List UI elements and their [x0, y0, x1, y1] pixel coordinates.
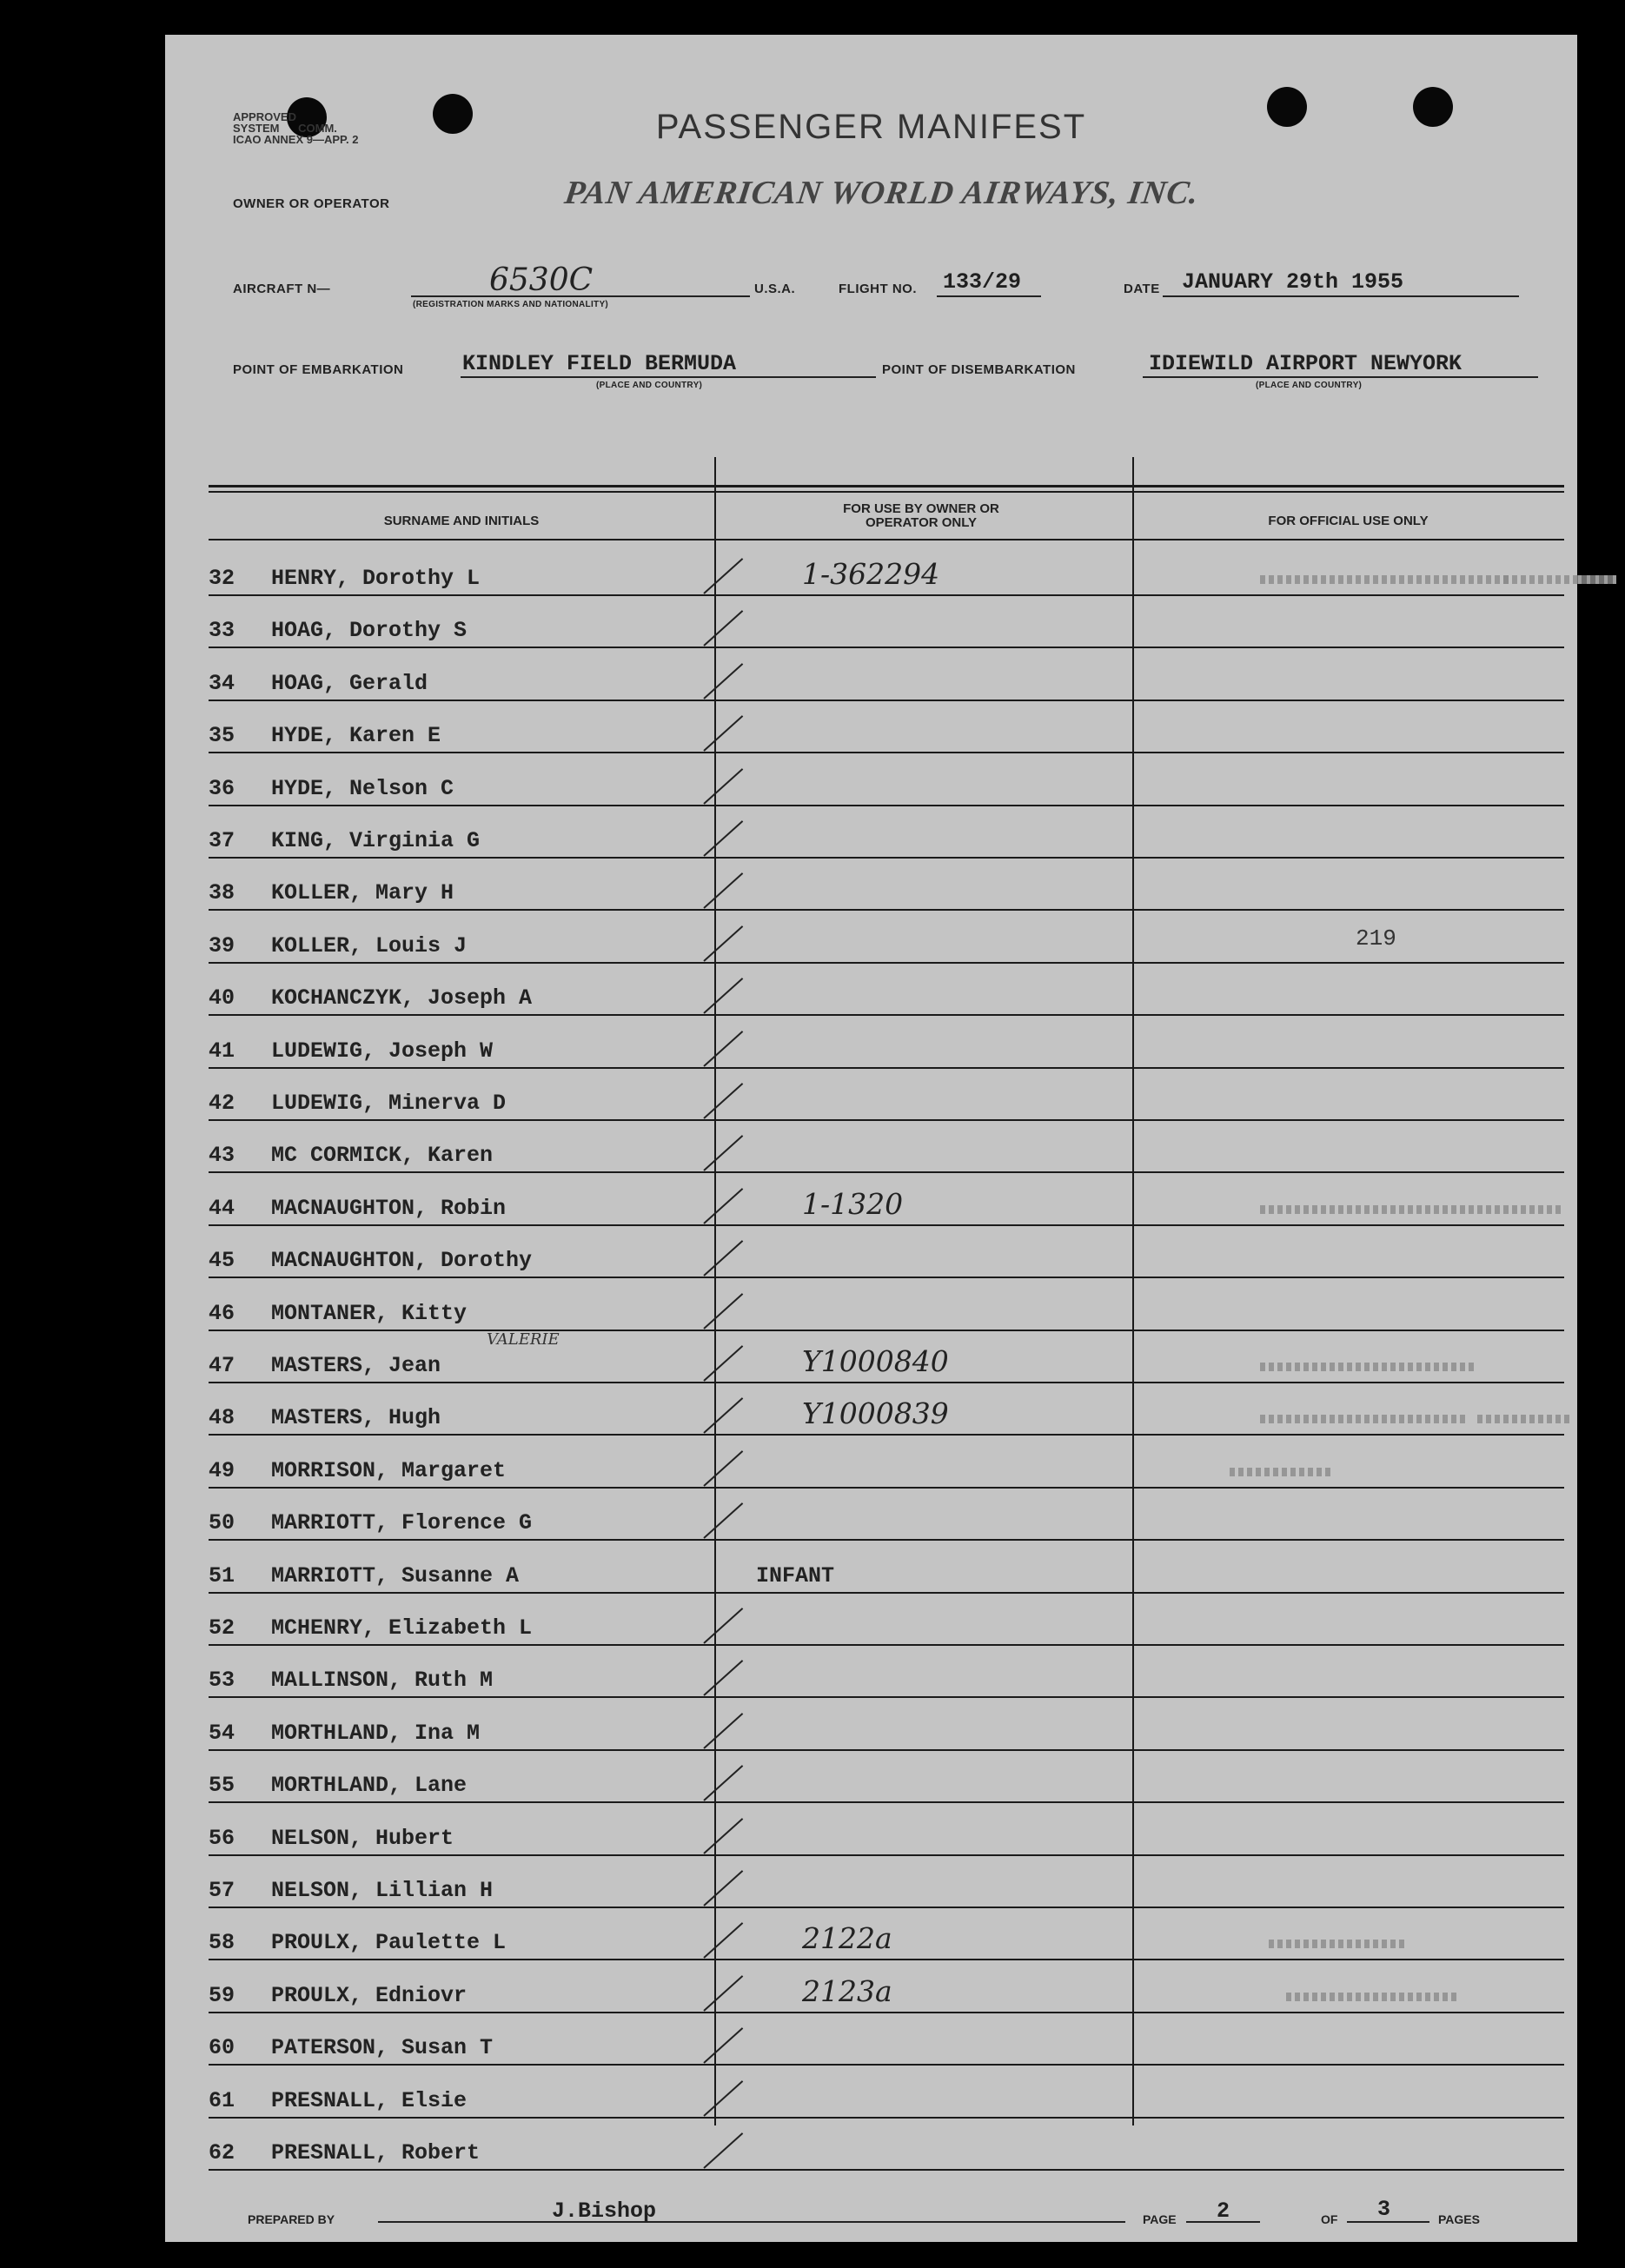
- row-number: 47: [209, 1353, 235, 1378]
- passenger-name: MASTERS, Jean: [271, 1353, 441, 1378]
- passenger-table: [209, 450, 1564, 2175]
- passenger-name: MASTERS, Hugh: [271, 1405, 441, 1431]
- passenger-name: PRESNALL, Robert: [271, 2140, 481, 2165]
- row-number: 43: [209, 1143, 235, 1169]
- row-number: 41: [209, 1038, 235, 1064]
- page-label: PAGE: [1143, 2212, 1177, 2226]
- check-mark: [703, 1870, 743, 1907]
- table-row: [209, 1646, 1564, 1698]
- check-mark: [703, 1608, 743, 1644]
- check-mark: [703, 1135, 743, 1171]
- owner-entry: Y1000840: [802, 1344, 949, 1378]
- redaction-smudge: [1230, 1468, 1334, 1476]
- passenger-name: PRESNALL, Elsie: [271, 2087, 468, 2113]
- redaction-smudge: [1260, 575, 1512, 584]
- total-pages: 3: [1377, 2197, 1391, 2222]
- check-mark: [703, 925, 743, 962]
- manifest-sheet: [165, 35, 1577, 2242]
- table-row: [209, 1226, 1564, 1278]
- check-mark: [703, 1293, 743, 1330]
- table-row: [209, 1856, 1564, 1908]
- row-number: 38: [209, 880, 235, 906]
- table-row: [209, 754, 1564, 806]
- table-row: [209, 859, 1564, 911]
- check-mark: [703, 1818, 743, 1854]
- row-number: 60: [209, 2035, 235, 2061]
- check-mark: [703, 1502, 743, 1539]
- check-mark: [703, 610, 743, 647]
- check-mark: [703, 1240, 743, 1277]
- passenger-name: NELSON, Hubert: [271, 1825, 454, 1851]
- row-number: 49: [209, 1457, 235, 1483]
- check-mark: [703, 1975, 743, 2012]
- prepared-by: J.Bishop: [552, 2198, 657, 2224]
- owner-entry: 2123a: [802, 1973, 892, 2008]
- passenger-name: KOLLER, Louis J: [271, 932, 468, 958]
- owner-label: OWNER OR OPERATOR: [233, 196, 390, 211]
- row-number: 39: [209, 932, 235, 958]
- registration-note: (REGISTRATION MARKS AND NATIONALITY): [413, 300, 609, 309]
- row-number: 32: [209, 566, 235, 591]
- passenger-name: MORRISON, Margaret: [271, 1457, 507, 1483]
- check-mark: [703, 768, 743, 805]
- row-number: 35: [209, 723, 235, 749]
- passenger-name: MONTANER, Kitty: [271, 1300, 468, 1326]
- passenger-name: LUDEWIG, Joseph W: [271, 1038, 494, 1064]
- passenger-name: HYDE, Nelson C: [271, 775, 454, 801]
- official-entry: 219: [1356, 925, 1396, 952]
- redaction-smudge: [1260, 1205, 1564, 1214]
- check-mark: [703, 820, 743, 857]
- row-number: 44: [209, 1195, 235, 1221]
- flight-label: FLIGHT NO.: [839, 282, 917, 296]
- table-row: [209, 1908, 1564, 1960]
- table-row: [209, 596, 1564, 648]
- passenger-name: PROULX, Edniovr: [271, 1982, 468, 2008]
- check-mark: [703, 1922, 743, 1959]
- row-number: 37: [209, 828, 235, 853]
- redaction-smudge: [1286, 1993, 1460, 2001]
- row-number: 50: [209, 1510, 235, 1536]
- row-number: 54: [209, 1720, 235, 1746]
- prepared-label: PREPARED BY: [248, 2212, 335, 2226]
- approval-line: APPROVED: [233, 110, 296, 123]
- check-mark: [703, 2132, 743, 2169]
- table-row: [209, 1436, 1564, 1489]
- row-rule: [209, 2169, 1564, 2171]
- passenger-name: KOCHANCZYK, Joseph A: [271, 985, 533, 1011]
- check-mark: [703, 1083, 743, 1119]
- of-label: OF: [1321, 2212, 1338, 2226]
- approval-line: SYSTEM: [233, 122, 280, 135]
- row-number: 62: [209, 2140, 235, 2165]
- passenger-name: MACNAUGHTON, Robin: [271, 1195, 507, 1221]
- row-number: 34: [209, 670, 235, 696]
- table-row: [209, 2066, 1564, 2119]
- table-row: [209, 544, 1564, 596]
- flight-date: JANUARY 29th 1955: [1182, 269, 1404, 295]
- table-row: [209, 1699, 1564, 1751]
- row-number: 45: [209, 1248, 235, 1274]
- embark-point: KINDLEY FIELD BERMUDA: [462, 351, 737, 376]
- table-row: [209, 1383, 1564, 1436]
- passenger-name: KOLLER, Mary H: [271, 880, 454, 906]
- check-mark: [703, 978, 743, 1014]
- approval-line: ICAO ANNEX 9—APP. 2: [233, 133, 359, 146]
- table-row: [209, 701, 1564, 753]
- table-row: [209, 2119, 1564, 2171]
- row-number: 36: [209, 775, 235, 801]
- check-mark: [703, 1450, 743, 1487]
- check-mark: [703, 1660, 743, 1696]
- flight-number: 133/29: [943, 269, 1022, 295]
- col-header-name: SURNAME AND INITIALS: [383, 514, 540, 528]
- passenger-name: MORTHLAND, Lane: [271, 1773, 468, 1799]
- table-row: [209, 1804, 1564, 1856]
- col-header-owner: FOR USE BY OWNER OR OPERATOR ONLY: [843, 501, 999, 530]
- passenger-name: LUDEWIG, Minerva D: [271, 1091, 507, 1116]
- row-number: 59: [209, 1982, 235, 2008]
- redaction-smudge: [1260, 1363, 1477, 1371]
- row-number: 53: [209, 1668, 235, 1694]
- redaction-smudge: [1503, 575, 1616, 584]
- table-row: [209, 1331, 1564, 1383]
- row-number: 61: [209, 2087, 235, 2113]
- check-mark: [703, 1345, 743, 1382]
- table-row: [209, 2013, 1564, 2066]
- operator-name: PAN AMERICAN WORLD AIRWAYS, INC.: [562, 175, 1202, 211]
- pages-label: PAGES: [1438, 2212, 1480, 2226]
- passenger-name: MORTHLAND, Ina M: [271, 1720, 481, 1746]
- disembark-point: IDIEWILD AIRPORT NEWYORK: [1149, 351, 1462, 376]
- row-number: 46: [209, 1300, 235, 1326]
- owner-entry: INFANT: [756, 1562, 835, 1588]
- owner-entry: Y1000839: [802, 1396, 949, 1431]
- row-number: 42: [209, 1091, 235, 1116]
- passenger-name: MC CORMICK, Karen: [271, 1143, 494, 1169]
- table-row: [209, 912, 1564, 964]
- page-number: 2: [1217, 2198, 1230, 2224]
- aircraft-label: AIRCRAFT N—: [233, 282, 331, 296]
- redaction-smudge: [1477, 1415, 1573, 1423]
- passenger-name: HYDE, Karen E: [271, 723, 441, 749]
- passenger-name: MARRIOTT, Susanne A: [271, 1562, 520, 1588]
- disembark-label: POINT OF DISEMBARKATION: [882, 362, 1076, 377]
- check-mark: [703, 872, 743, 909]
- table-row: [209, 1279, 1564, 1331]
- passenger-name: PATERSON, Susan T: [271, 2035, 494, 2061]
- row-number: 40: [209, 985, 235, 1011]
- row-number: 48: [209, 1405, 235, 1431]
- row-number: 55: [209, 1773, 235, 1799]
- table-row: [209, 1017, 1564, 1069]
- redaction-smudge: [1260, 1415, 1469, 1423]
- check-mark: [703, 2027, 743, 2064]
- table-row: [209, 1961, 1564, 2013]
- passenger-name: KING, Virginia G: [271, 828, 481, 853]
- passenger-name: MALLINSON, Ruth M: [271, 1668, 494, 1694]
- table-row: [209, 806, 1564, 859]
- table-row: [209, 1174, 1564, 1226]
- row-number: 57: [209, 1878, 235, 1903]
- passenger-name: NELSON, Lillian H: [271, 1878, 494, 1903]
- table-row: [209, 1751, 1564, 1803]
- check-mark: [703, 1188, 743, 1224]
- name-annotation: VALERIE: [487, 1330, 560, 1349]
- aircraft-number: 6530C: [489, 262, 594, 298]
- table-row: [209, 1594, 1564, 1646]
- owner-entry: 2122a: [802, 1921, 892, 1956]
- table-row: [209, 1542, 1564, 1594]
- passenger-name: HOAG, Dorothy S: [271, 618, 468, 644]
- row-number: 51: [209, 1562, 235, 1588]
- table-row: [209, 1489, 1564, 1541]
- form-title: PASSENGER MANIFEST: [655, 108, 1087, 146]
- check-mark: [703, 1397, 743, 1434]
- embark-label: POINT OF EMBARKATION: [233, 362, 404, 377]
- row-number: 33: [209, 618, 235, 644]
- passenger-name: PROULX, Paulette L: [271, 1930, 507, 1956]
- passenger-name: MARRIOTT, Florence G: [271, 1510, 533, 1536]
- row-number: 52: [209, 1615, 235, 1641]
- place-note: (PLACE AND COUNTRY): [1256, 381, 1363, 390]
- table-row: [209, 964, 1564, 1016]
- passenger-name: HENRY, Dorothy L: [271, 566, 481, 591]
- date-label: DATE: [1124, 282, 1160, 296]
- row-number: 58: [209, 1930, 235, 1956]
- check-mark: [703, 1031, 743, 1067]
- col-header-official: FOR OFFICIAL USE ONLY: [1268, 514, 1429, 528]
- table-row: [209, 1121, 1564, 1173]
- passenger-name: HOAG, Gerald: [271, 670, 428, 696]
- place-note: (PLACE AND COUNTRY): [596, 381, 703, 390]
- check-mark: [703, 663, 743, 700]
- owner-entry: 1-1320: [802, 1186, 904, 1221]
- row-number: 56: [209, 1825, 235, 1851]
- passenger-name: MCHENRY, Elizabeth L: [271, 1615, 533, 1641]
- check-mark: [703, 1765, 743, 1801]
- check-mark: [703, 558, 743, 594]
- owner-entry: 1-362294: [802, 557, 940, 591]
- passenger-name: MACNAUGHTON, Dorothy: [271, 1248, 533, 1274]
- check-mark: [703, 1713, 743, 1749]
- table-row: [209, 649, 1564, 701]
- table-row: [209, 1069, 1564, 1121]
- check-mark: [703, 715, 743, 752]
- approval-line: COMM.: [298, 122, 337, 135]
- redaction-smudge: [1269, 1940, 1408, 1948]
- usa-label: U.S.A.: [754, 282, 796, 296]
- check-mark: [703, 2080, 743, 2117]
